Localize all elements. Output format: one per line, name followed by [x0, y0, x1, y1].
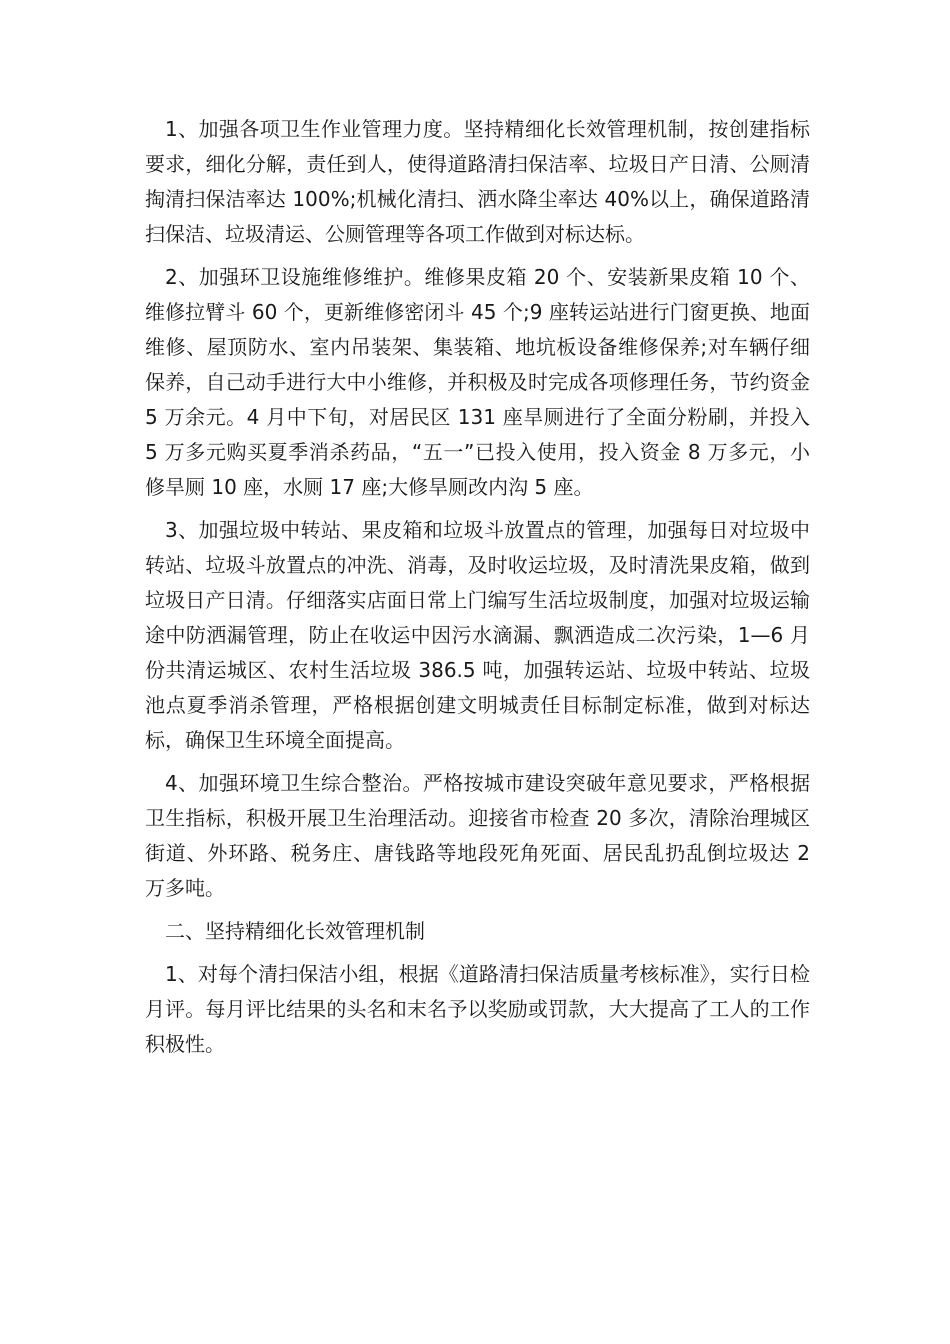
paragraph-facility-maintenance: 2、加强环卫设施维修维护。维修果皮箱 20 个、安装新果皮箱 10 个、维修拉臂斗 60 个，更新维修密闭斗 45 个;9 座转运站进行门窗更换、地面维修、屋顶防水、室内吊装架、集装箱、地坑板设备维修保养;对车辆仔细保养，自己动手进行大中小维修，并积极及时完成各项修理任务，节约资金 5 万余元。4 月中下旬，对居民区 131 座旱厕进行了全面分粉刷，并投入 5 万多元购买夏季消杀药品，“五一”已投入使用，投入资金 8 万多元，小修旱厕 10 座，水厕 17 座;大修旱厕改内沟 5 座。: [145, 265, 810, 499]
paragraph-environmental-rectification: 4、加强环境卫生综合整治。严格按城市建设突破年意见要求，严格根据卫生指标，积极开展卫生治理活动。迎接省市检查 20 多次，清除治理城区街道、外环路、税务庄、唐钱路等地段死角死面、居民乱扔乱倒垃圾达 2 万多吨。: [145, 771, 810, 900]
document-body: [145, 112, 810, 1070]
paragraph-transfer-station-management: 3、加强垃圾中转站、果皮箱和垃圾斗放置点的管理，加强每日对垃圾中转站、垃圾斗放置点的冲洗、消毒，及时收运垃圾，及时清洗果皮箱，做到垃圾日产日清。仔细落实店面日常上门编写生活垃圾制度，加强对垃圾运输途中防洒漏管理，防止在收运中因污水滴漏、飘洒造成二次污染，1—6 月份共清运城区、农村生活垃圾 386.5 吨，加强转运站、垃圾中转站、垃圾池点夏季消杀管理，严格根据创建文明城责任目标制定标准，做到对标达标，确保卫生环境全面提高。: [145, 518, 810, 752]
paragraph-sanitation-management: 1、加强各项卫生作业管理力度。坚持精细化长效管理机制，按创建指标要求，细化分解，责任到人，使得道路清扫保洁率、垃圾日产日清、公厕清掏清扫保洁率达 100%;机械化清扫、洒水降尘率达 40%以上，确保道路清扫保洁、垃圾清运、公厕管理等各项工作做到对标达标。: [145, 117, 810, 246]
paragraph-cleaning-assessment: 1、对每个清扫保洁小组，根据《道路清扫保洁质量考核标准》，实行日检月评。每月评比结果的头名和末名予以奖励或罚款，大大提高了工人的工作积极性。: [145, 962, 810, 1056]
section-heading: 二、坚持精细化长效管理机制: [165, 919, 425, 943]
